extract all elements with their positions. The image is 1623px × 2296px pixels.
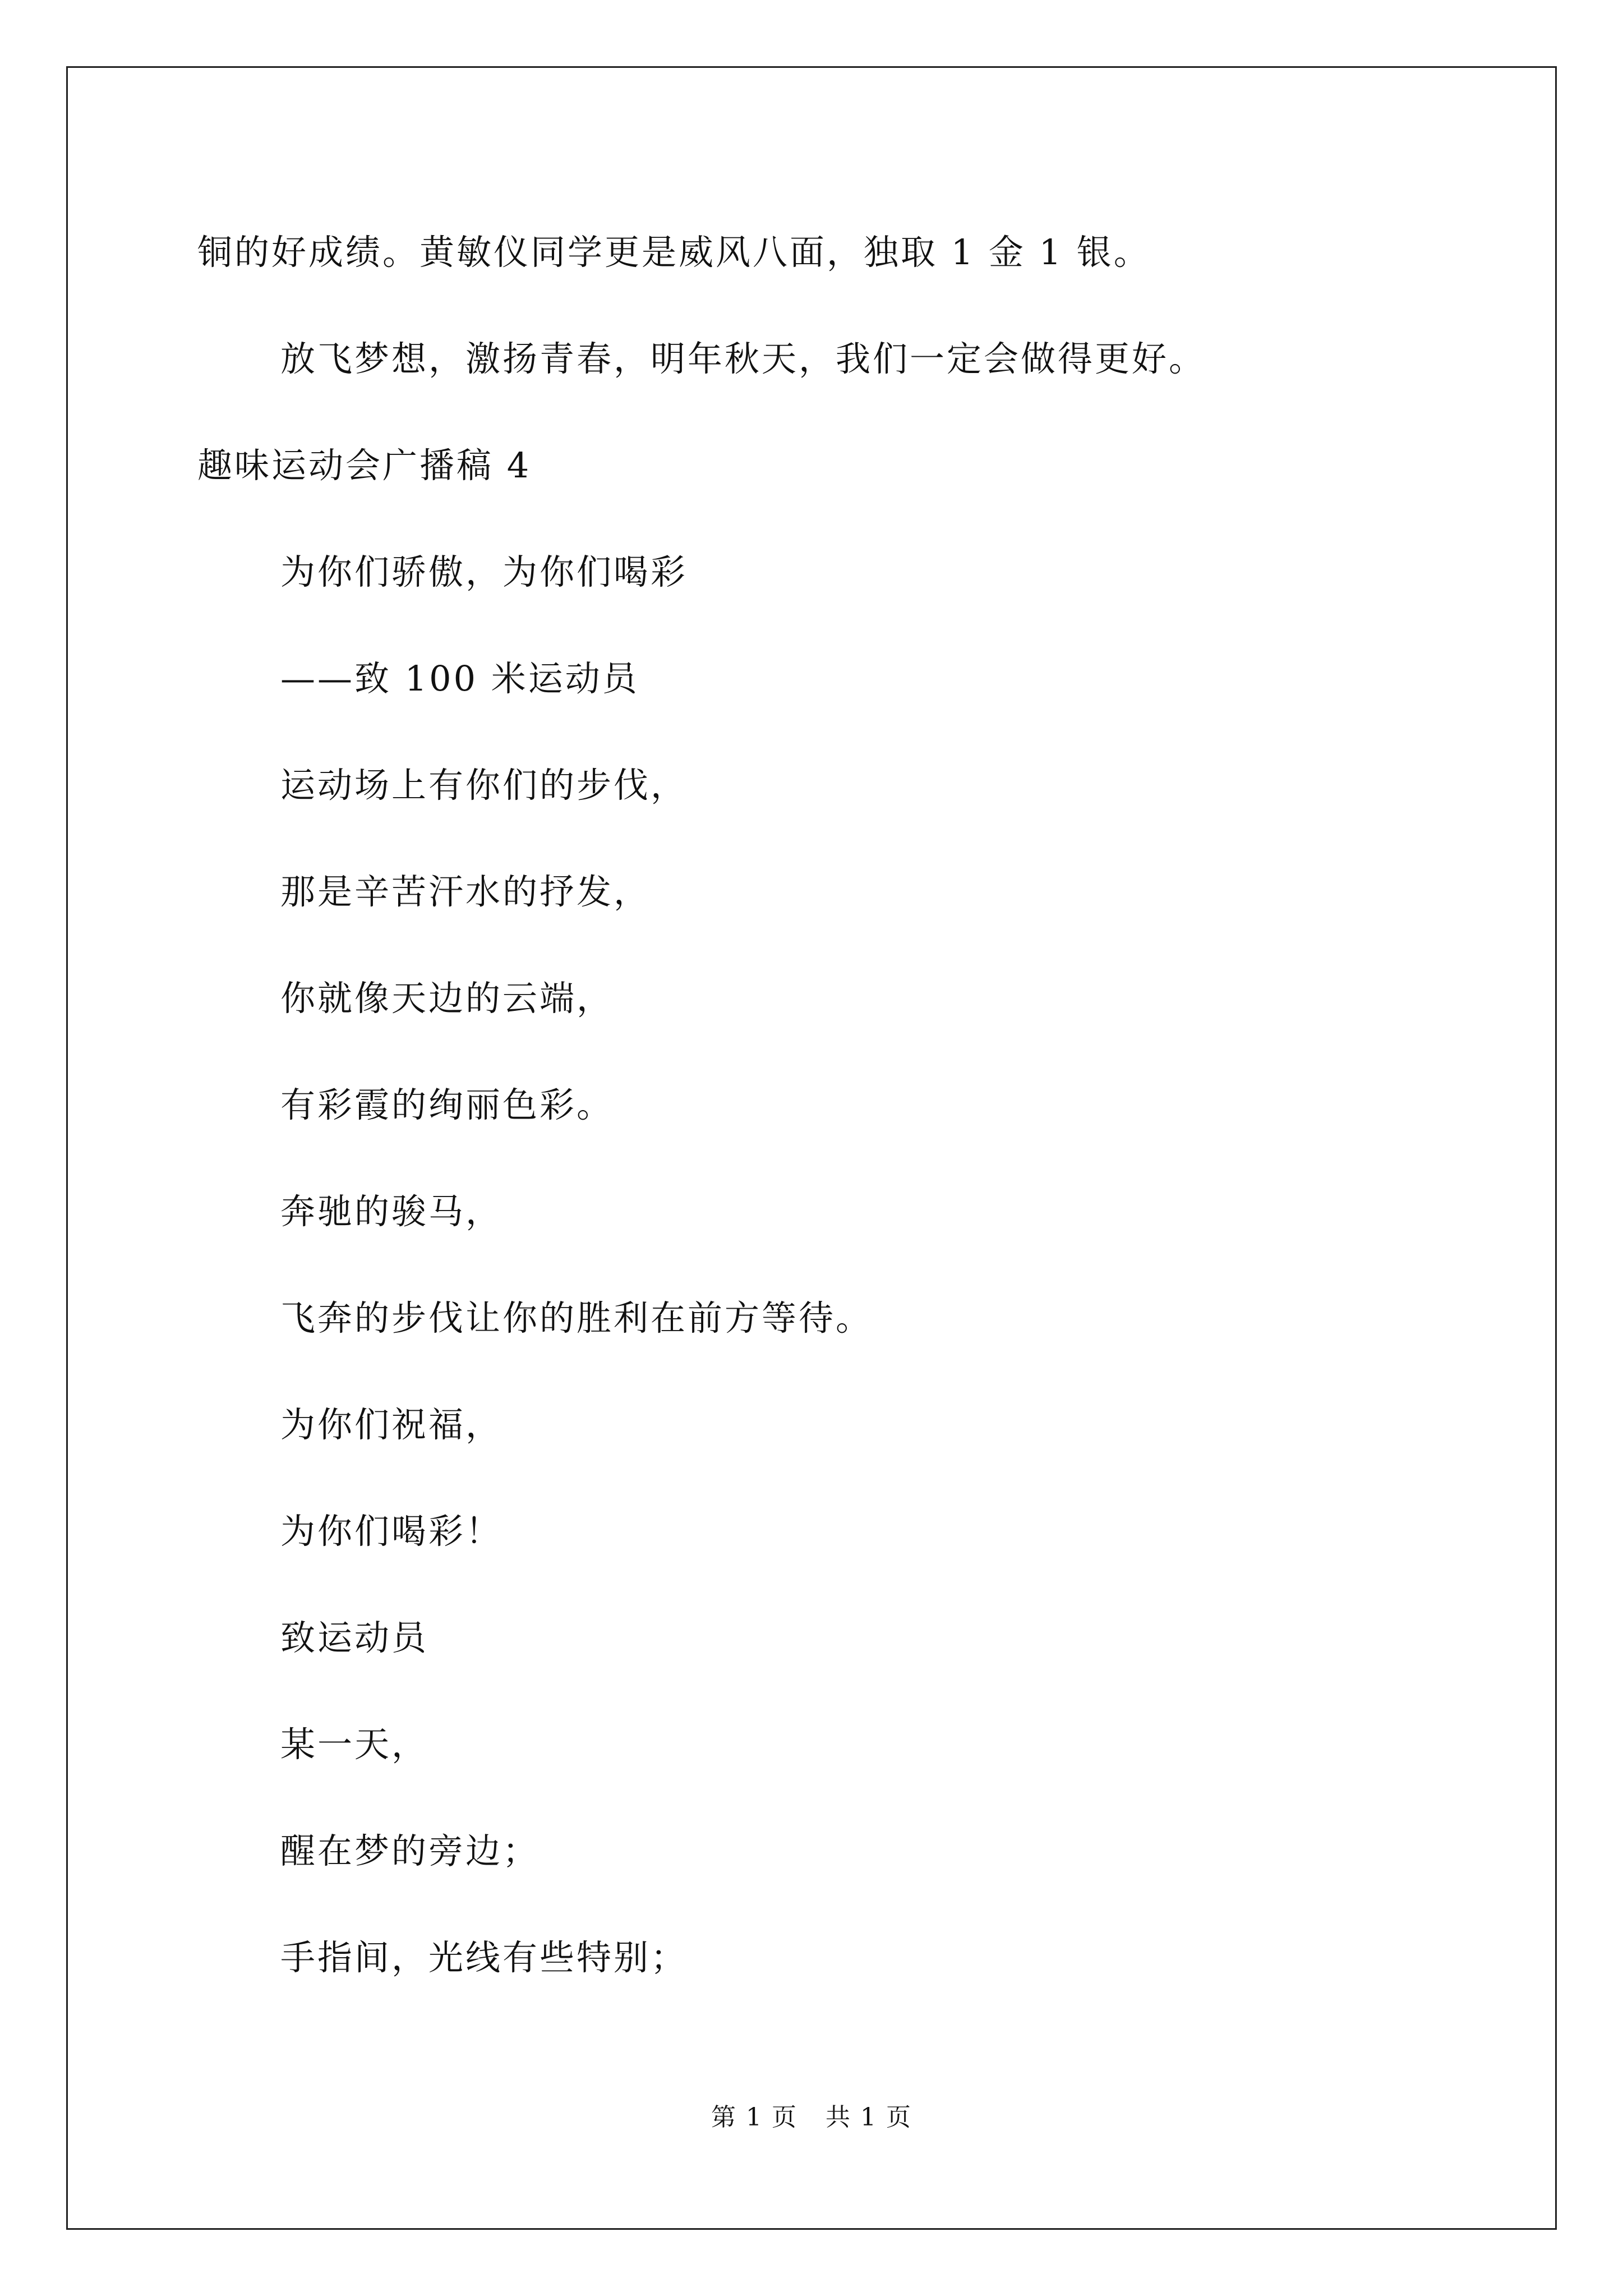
page-number-current: 第 1 页 [711, 2103, 797, 2132]
poem-line: 为你们喝彩！ [280, 1511, 503, 1552]
section-heading: 趣味运动会广播稿 4 [197, 445, 532, 486]
poem-title: 致运动员 [280, 1617, 429, 1658]
page-border [66, 66, 1557, 2230]
poem-line: 那是辛苦汗水的抒发， [280, 871, 651, 912]
text-line: 铜的好成绩。黄敏仪同学更是威风八面，独取 1 金 1 银。 [197, 232, 1151, 273]
poem-line: 奔驰的骏马， [280, 1191, 503, 1232]
poem-line: 飞奔的步伐让你的胜利在前方等待。 [280, 1297, 873, 1338]
page-number-total: 共 1 页 [826, 2103, 912, 2132]
poem-line: 你就像天边的云端， [280, 978, 614, 1019]
poem-line: 运动场上有你们的步伐， [280, 765, 688, 806]
poem-line: 手指间，光线有些特别； [280, 1937, 688, 1978]
poem-line: 有彩霞的绚丽色彩。 [280, 1084, 614, 1125]
poem-dedication: ——致 100 米运动员 [280, 658, 639, 699]
poem-line: 醒在梦的旁边； [280, 1830, 540, 1871]
poem-line: 某一天， [280, 1724, 429, 1765]
poem-line: 为你们祝福， [280, 1404, 503, 1445]
text-line: 放飞梦想，激扬青春，明年秋天，我们一定会做得更好。 [280, 338, 1206, 379]
poem-title: 为你们骄傲，为你们喝彩 [280, 551, 688, 592]
page-footer [0, 2101, 1623, 2134]
